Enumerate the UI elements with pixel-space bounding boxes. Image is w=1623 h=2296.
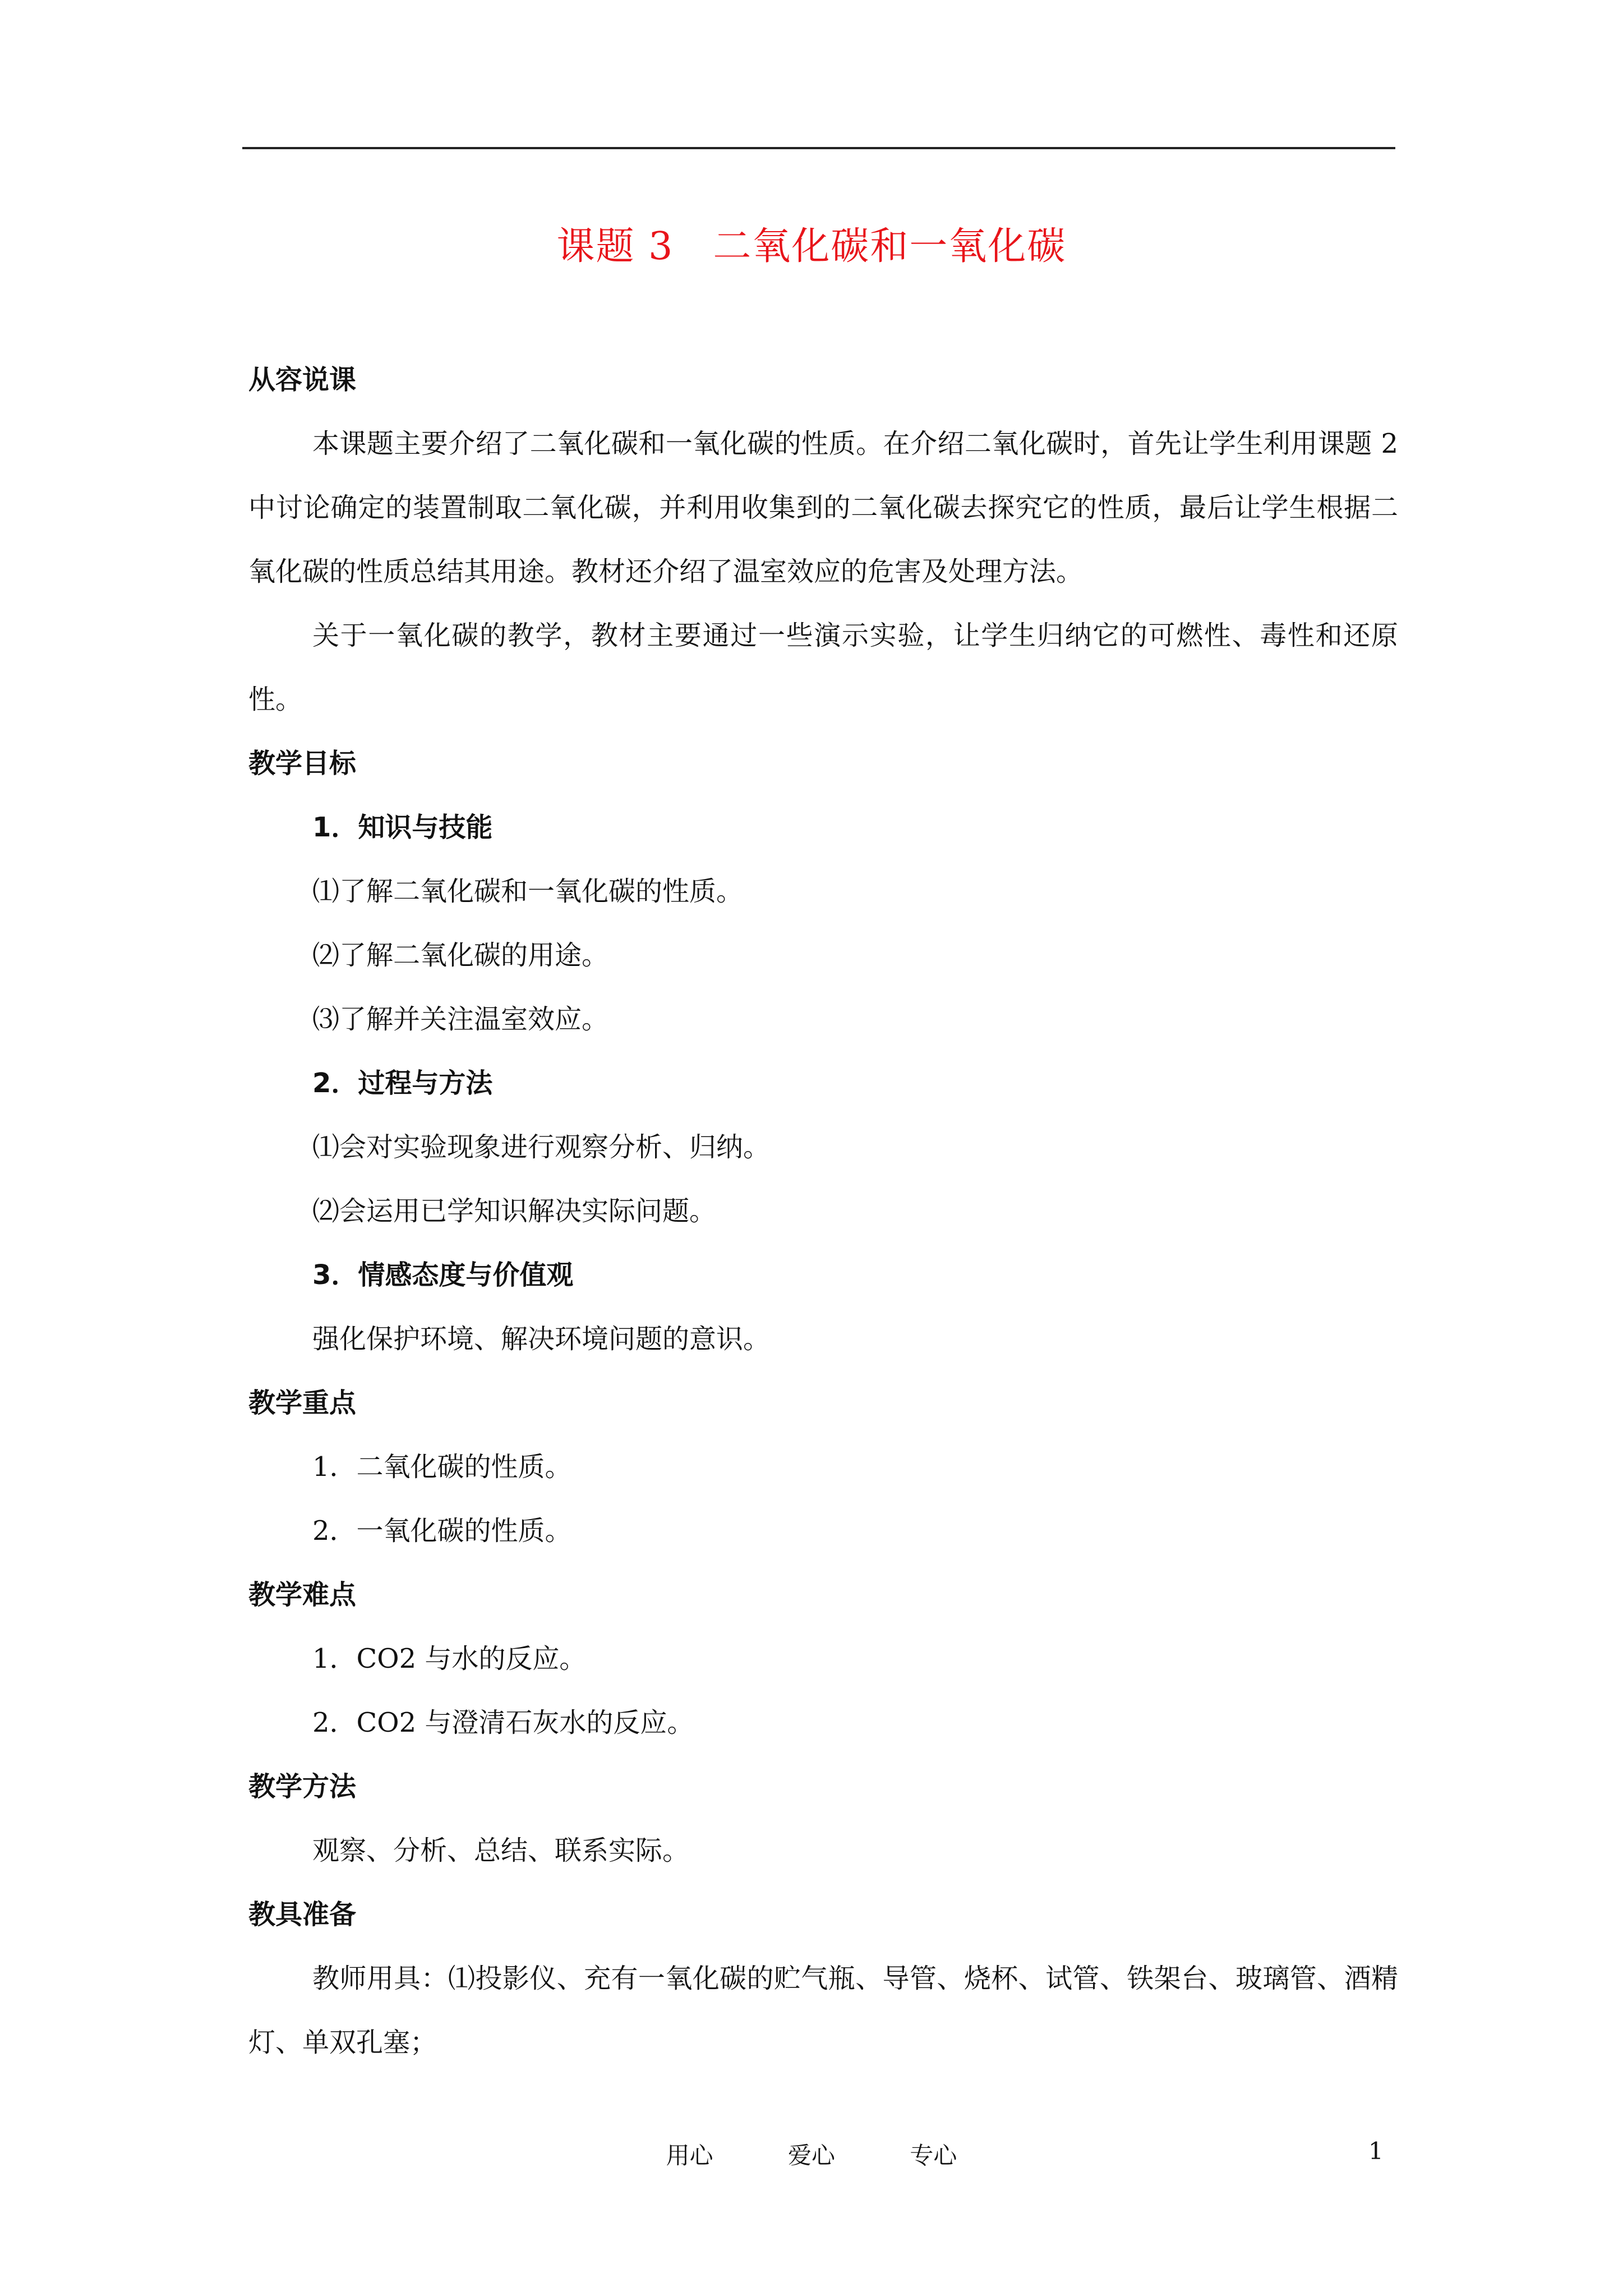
footer-word: 用心 [666,2142,713,2169]
section-heading-methods: 教学方法 [248,1771,357,1802]
section-heading-tools: 教具准备 [248,1899,357,1930]
list-item: 2．一氧化碳的性质。 [312,1515,572,1547]
intro-paragraph-1: 本课题主要介绍了二氧化碳和一氧化碳的性质。在介绍二氧化碳时，首先让学生利用课题 2 中讨论确定的装置制取二氧化碳，并利用收集到的二氧化碳去探究它的性质，最后让学生根据二氧化碳的性质总结其用途。教材还介绍了温室效应的危害及处理方法。 [248,428,1398,587]
page-number: 1 [1368,2137,1384,2165]
section-heading-keypoints: 教学重点 [248,1387,357,1419]
section-heading-intro: 从容说课 [248,364,357,395]
list-item: ⑴了解二氧化碳和一氧化碳的性质。 [312,876,744,907]
list-item: 强化保护环境、解决环境问题的意识。 [312,1323,771,1355]
section-heading-goals: 教学目标 [248,748,357,779]
footer-word: 爱心 [787,2142,835,2169]
list-item: 1．二氧化碳的性质。 [312,1451,572,1483]
section-heading-difficulties: 教学难点 [248,1579,357,1611]
page-title: 课题 3 二氧化碳和一氧化碳 [556,224,1067,269]
tools-paragraph: 教师用具：⑴投影仪、充有一氧化碳的贮气瓶、导管、烧杯、试管、铁架台、玻璃管、酒精灯、单双孔塞； [248,1963,1398,2058]
list-item: 2．CO2 与澄清石灰水的反应。 [312,1707,694,1738]
list-item: ⑶了解并关注温室效应。 [312,1004,609,1035]
goal-heading-knowledge: 1．知识与技能 [312,812,493,843]
intro-paragraph-2: 关于一氧化碳的教学，教材主要通过一些演示实验，让学生归纳它的可燃性、毒性和还原性。 [248,620,1398,715]
goal-heading-process: 2．过程与方法 [312,1068,493,1099]
footer-word: 专心 [910,2142,957,2169]
list-item: ⑵了解二氧化碳的用途。 [312,940,609,971]
list-item: 1．CO2 与水的反应。 [312,1643,587,1674]
list-item: 观察、分析、总结、联系实际。 [312,1835,690,1866]
list-item: ⑵会运用已学知识解决实际问题。 [312,1195,717,1227]
goal-heading-attitude: 3．情感态度与价值观 [312,1259,574,1291]
header-rule [242,147,1395,149]
list-item: ⑴会对实验现象进行观察分析、归纳。 [312,1131,771,1163]
document-body [248,348,1398,2074]
